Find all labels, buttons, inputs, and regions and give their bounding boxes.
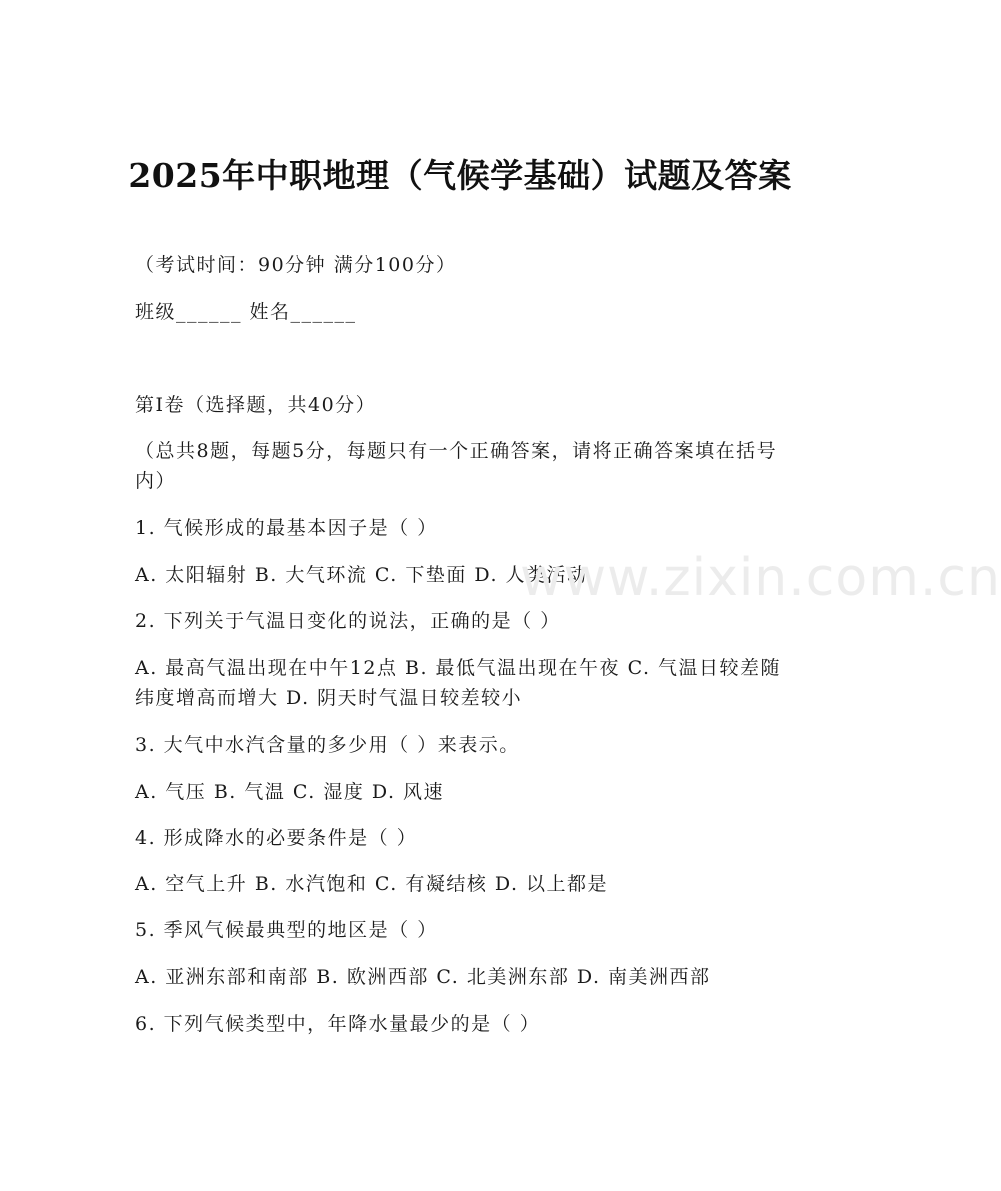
question-3-stem: 3. 大气中水汽含量的多少用（ ）来表示。 [135, 734, 520, 756]
watermark: www.zixin.com.cn [520, 548, 1001, 608]
question-1-options: A. 太阳辐射 B. 大气环流 C. 下垫面 D. 人类活动 [135, 564, 588, 586]
question-5-stem: 5. 季风气候最典型的地区是（ ） [135, 919, 438, 941]
question-2-stem: 2. 下列关于气温日变化的说法，正确的是（ ） [135, 610, 561, 632]
question-6-stem: 6. 下列气候类型中，年降水量最少的是（ ） [135, 1013, 541, 1035]
document-title: 2025年中职地理（气候学基础）试题及答案 [128, 156, 792, 195]
question-3-options: A. 气压 B. 气温 C. 湿度 D. 风速 [135, 781, 445, 803]
section-note: （总共8题，每题5分，每题只有一个正确答案，请将正确答案填在括号内） [135, 440, 778, 492]
question-1-stem: 1. 气候形成的最基本因子是（ ） [135, 517, 438, 539]
question-4-options: A. 空气上升 B. 水汽饱和 C. 有凝结核 D. 以上都是 [135, 873, 609, 895]
section-title: 第I卷（选择题，共40分） [135, 394, 377, 416]
student-info: 班级______ 姓名______ [135, 301, 357, 323]
question-2-options: A. 最高气温出现在中午12点 B. 最低气温出现在午夜 C. 气温日较差随纬度增高而增大 D. 阴天时气温日较差较小 [135, 657, 782, 709]
question-5-options: A. 亚洲东部和南部 B. 欧洲西部 C. 北美洲东部 D. 南美洲西部 [135, 966, 711, 988]
exam-info: （考试时间：90分钟 满分100分） [135, 254, 457, 276]
question-4-stem: 4. 形成降水的必要条件是（ ） [135, 827, 418, 849]
